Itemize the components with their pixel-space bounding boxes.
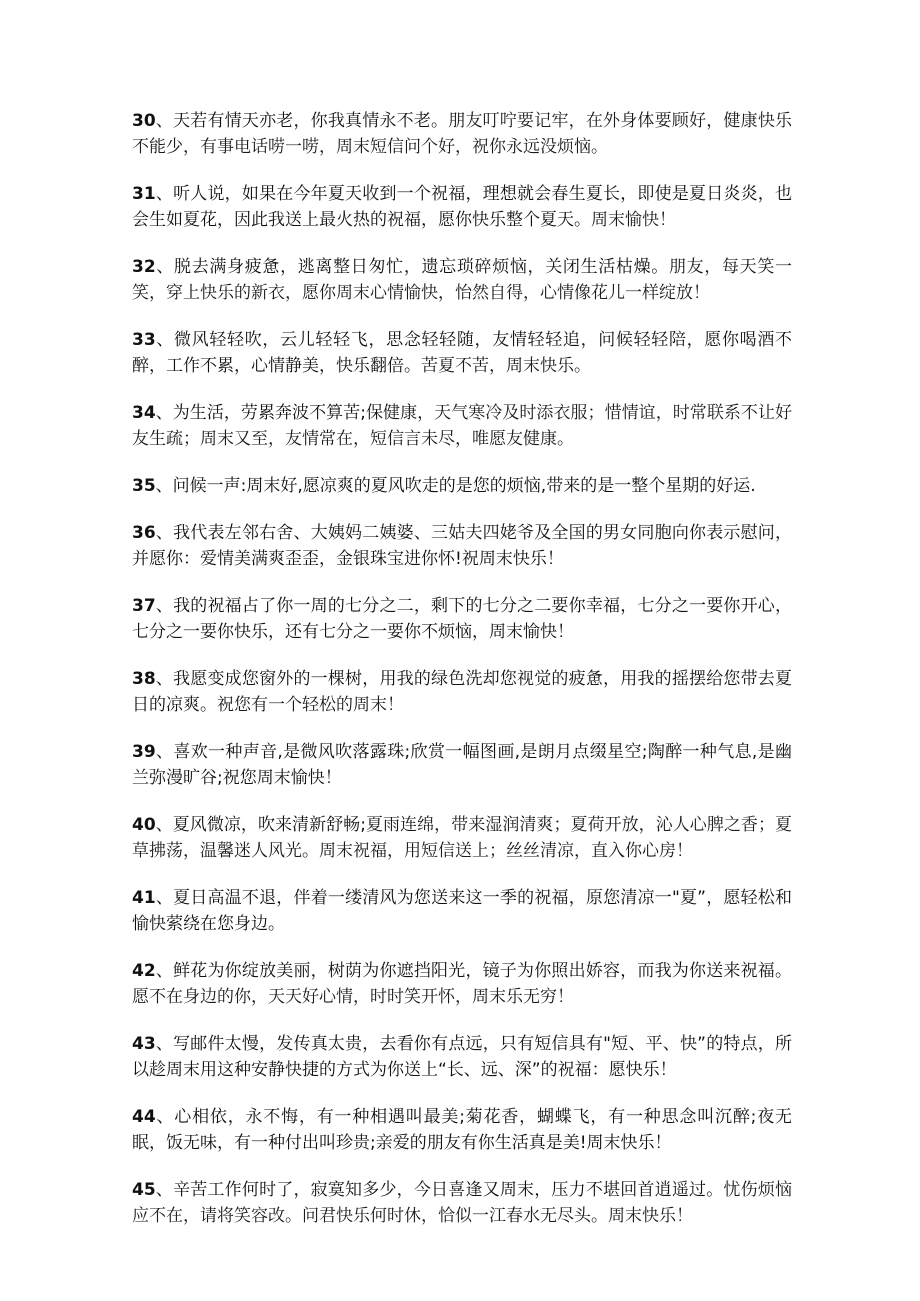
entry-lead-text: 心相依，永不悔，有一种相遇叫最美;菊花香，蝴蝶飞，有一种思念叫沉醉;夜无眠，饭无味，有一种付出叫珍贵;亲爱的朋友有你生活真是美!周末快乐！ (132, 1107, 792, 1153)
entry-number: 41 (132, 888, 156, 908)
entry-separator: 、 (155, 257, 175, 277)
entry-lead-text: 喜欢一种声音,是微风吹落露珠;欣赏一幅图画,是朗月点缀星空;陶醉一种气息,是幽兰弥漫旷谷;祝您周末愉快！ (132, 742, 792, 788)
entry-lead-text: 辛苦工作何时了，寂寞知多少，今日喜逢又周末，压力不堪回首逍遥过。 (173, 1180, 724, 1200)
entry-lead-text: 脱去满身疲惫，逃离整日匆忙，遗忘琐碎烦恼，关闭生活枯燥。 (174, 257, 669, 277)
entry-separator: 、 (155, 523, 174, 543)
entry-number: 45 (132, 1180, 156, 1200)
entry-separator: 、 (155, 815, 173, 835)
entry-separator: 、 (155, 742, 174, 762)
entry-number: 37 (132, 596, 156, 616)
entry-separator: 、 (155, 330, 175, 350)
entry-separator: 、 (155, 111, 174, 131)
blessing-list (132, 108, 792, 1250)
entry-lead-text: 天若有情天亦老，你我真情永不老。 (173, 111, 449, 131)
blessing-entry (132, 885, 792, 937)
entry-separator: 、 (155, 669, 174, 689)
blessing-entry (132, 958, 792, 1010)
entry-lead-text: 我的祝福占了你一周的七分之二，剩下的七分之二要你幸福，七分之一要你开心，七分之一要你快乐，还有七分之一要你不烦恼，周末愉快！ (132, 596, 793, 642)
entry-separator: 、 (155, 596, 174, 616)
blessing-entry (132, 181, 792, 233)
entry-lead-text: 为生活，劳累奔波不算苦; (172, 403, 366, 423)
blessing-entry (132, 520, 792, 572)
entry-rest-text: 苦夏不苦，周末快乐。 (421, 356, 591, 376)
blessing-entry (132, 400, 792, 452)
entry-lead-text: 夏日高温不退，伴着一缕清风为您送来这一季的祝福，原您清凉一"夏”，愿轻松和愉快萦绕在您身边。 (132, 888, 793, 934)
blessing-entry (132, 593, 792, 645)
entry-number: 32 (132, 257, 156, 277)
blessing-entry (132, 812, 792, 864)
entry-rest-text: 周末愉快！ (591, 210, 676, 230)
entry-rest-text: 祝您有一个轻松的周末！ (217, 695, 404, 715)
blessing-entry (132, 739, 792, 791)
blessing-entry (132, 666, 792, 718)
entry-lead-text: 问候一声:周末好,愿凉爽的夏风吹走的是您的烦恼,带来的是一整个星期的好运. (172, 476, 756, 496)
entry-separator: 、 (155, 1107, 175, 1127)
entry-separator: 、 (155, 403, 173, 423)
entry-rest-text: 朋友，每天笑一笑，穿上快乐的新衣，愿你周末心情愉快，怡然自得，心情像花儿一样绽放！ (132, 257, 793, 303)
entry-separator: 、 (155, 1034, 174, 1054)
entry-rest-text: 朋友叮咛要记牢，在外身体要顾好，健康快乐不能少，有事电话唠一唠，周末短信问个好，祝你永远没烦恼。 (132, 111, 793, 157)
entry-lead-text: 我愿变成您窗外的一棵树，用我的绿色洗却您视觉的疲惫，用我的摇摆给您带去夏日的凉爽。 (132, 669, 793, 715)
entry-lead-text: 夏风微凉，吹来清新舒畅; (172, 815, 366, 835)
entry-lead-text: 鲜花为你绽放美丽，树荫为你遮挡阳光，镜子为你照出娇容，而我为你送来祝福。 (173, 961, 793, 981)
entry-number: 44 (132, 1107, 156, 1127)
blessing-entry (132, 473, 792, 499)
entry-number: 31 (132, 184, 156, 204)
blessing-entry (132, 1177, 792, 1229)
entry-number: 40 (132, 815, 156, 835)
entry-number: 38 (132, 669, 156, 689)
entry-separator: 、 (155, 184, 174, 204)
blessing-entry (132, 108, 792, 160)
entry-separator: 、 (155, 476, 173, 496)
entry-separator: 、 (155, 888, 174, 908)
entry-rest-text: 夏雨连绵，带来湿润清爽；夏荷开放，沁人心脾之香；夏草拂荡，温馨迷人风光。周末祝福，用短信送上；丝丝清凉，直入你心房！ (132, 815, 793, 861)
blessing-entry (132, 327, 792, 379)
entry-lead-text: 微风轻轻吹，云儿轻轻飞，思念轻轻随，友情轻轻追，问候轻轻陪，愿你喝酒不醉，工作不累，心情静美，快乐翻倍。 (132, 330, 793, 376)
entry-number: 43 (132, 1034, 156, 1054)
entry-separator: 、 (155, 1180, 174, 1200)
entry-lead-text: 我代表左邻右舍、大姨妈二姨婆、三姑夫四姥爷及全国的男女同胞向你表示慰问，并愿你：爱情美满爽歪歪，金银珠宝进你怀!祝周末快乐！ (132, 523, 793, 569)
entry-number: 34 (132, 403, 156, 423)
entry-number: 30 (132, 111, 156, 131)
entry-number: 35 (132, 476, 156, 496)
entry-number: 42 (132, 961, 156, 981)
entry-rest-text: 忧伤烦恼应不在，请将笑容改。问君快乐何时休，恰似一江春水无尽头。周末快乐！ (132, 1180, 793, 1226)
entry-separator: 、 (155, 961, 174, 981)
entry-number: 39 (132, 742, 156, 762)
blessing-entry (132, 254, 792, 306)
entry-rest-text: 愿不在身边的你，天天好心情，时时笑开怀，周末乐无穷！ (132, 987, 574, 1007)
blessing-entry (132, 1104, 792, 1156)
entry-lead-text: 听人说，如果在今年夏天收到一个祝福，理想就会春生夏长，即使是夏日炎炎，也会生如夏花，因此我送上最火热的祝福，愿你快乐整个夏天。 (132, 184, 793, 230)
entry-number: 36 (132, 523, 156, 543)
blessing-entry (132, 1031, 792, 1083)
entry-lead-text: 写邮件太慢，发传真太贵，去看你有点远，只有短信具有"短、平、快”的特点，所以趁周末用这种安静快捷的方式为你送上“长、远、深”的祝福：愿快乐！ (132, 1034, 793, 1080)
entry-number: 33 (132, 330, 156, 350)
entry-rest-text: 保健康，天气寒冷及时添衣服；惜情谊，时常联系不让好友生疏；周末又至，友情常在，短信言未尽，唯愿友健康。 (132, 403, 793, 449)
